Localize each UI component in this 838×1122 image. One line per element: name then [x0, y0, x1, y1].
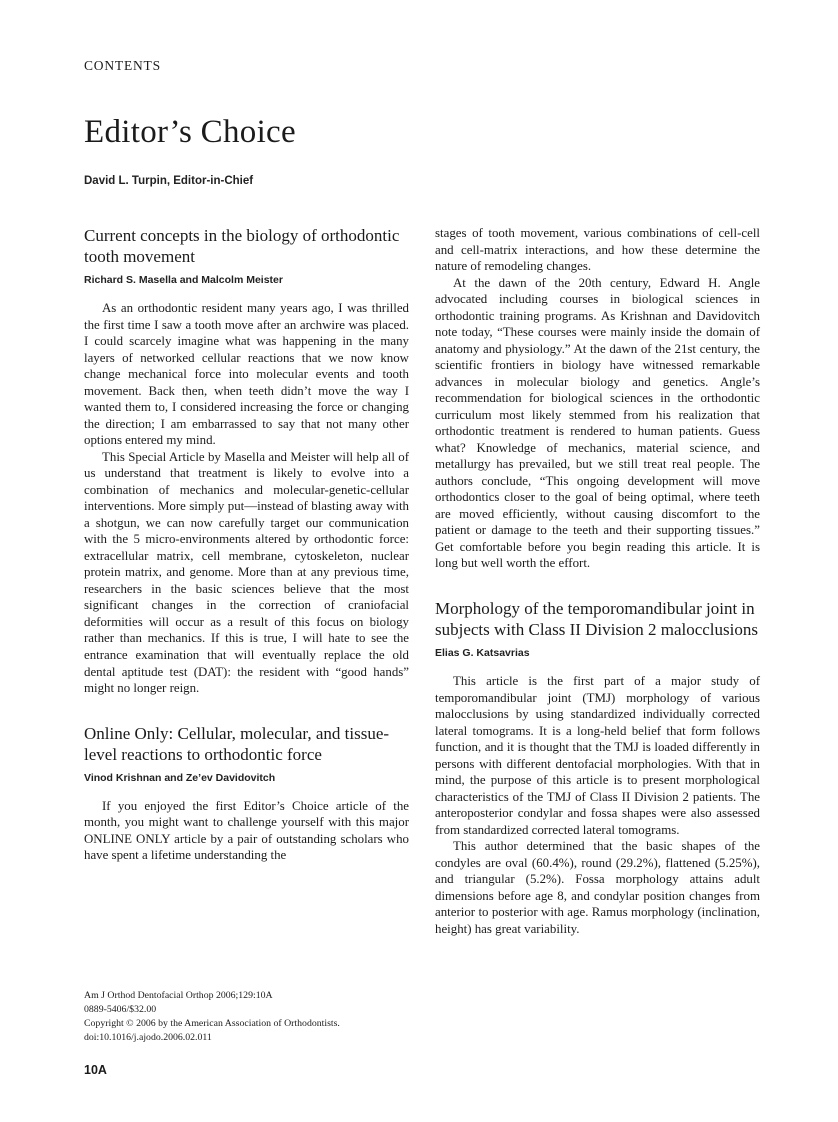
paragraph: This author determined that the basic shapes of the condyles are oval (60.4%), round (29.2%), flattened (5.25%), and triangular (5.2%). Fossa morphology attains adult dimensions before age 8, and condylar position changes from anterior to posterior with age. Ramus morphology (inclination, height) has great variability.: [435, 839, 760, 936]
article-biology-section: [84, 225, 409, 697]
journal-footnote: [84, 989, 409, 1047]
article-authors: Elias G. Katsavrias: [435, 646, 530, 659]
article-heading: Current concepts in the biology of orthodontic tooth movement: [84, 226, 400, 267]
right-column: [435, 225, 760, 1047]
footnote-issn-price: 0889-5406/$32.00: [84, 1004, 157, 1016]
paragraph: At the dawn of the 20th century, Edward H. Angle advocated including courses in biological sciences in orthodontic training programs. As Krishnan and Davidovitch note today, “These courses were mainly inside the domain of anatomy and physiology.” At the dawn of the 21st century, the scientific frontiers in biology have witnessed remarkable advances in molecular biology and genetics. Angle’s recommendation for biological sciences in the orthodontic curriculum most likely stemmed from his realization that orthodontic treatment is rendered to human patients. Guess what? Knowledge of mechanics, material science, and metallurgy has prevailed, but we still treat real people. The authors conclude, “This ongoing development will move orthodontics closer to the goal of being optimal, where teeth are moved efficiently, without causing discomfort to the patient or damage to the teeth and their supporting tissues.” Get comfortable before you begin reading this article. It is long but well worth the effort.: [435, 275, 760, 571]
paragraph: As an orthodontic resident many years ago, I was thrilled the first time I saw a tooth move after an archwire was placed. I could scarcely imagine what was happening in the many layers of networked cellular reactions that we now know change mechanical force into molecular events and tooth movement. Back then, when teeth didn’t move the way I wanted them to, I considered increasing the force or changing the direction; I am embarrassed to say that not many other options entered my mind.: [84, 301, 409, 448]
paragraph: If you enjoyed the first Editor’s Choice article of the month, you might want to challenge yourself with this major ONLINE ONLY article by a pair of outstanding scholars who have spent a lifetime understanding the: [84, 798, 409, 863]
page-title: Editor’s Choice: [84, 114, 296, 150]
footnote-doi: doi:10.1016/j.ajodo.2006.02.011: [84, 1032, 212, 1044]
footnote-citation: Am J Orthod Dentofacial Orthop 2006;129:10A: [84, 990, 273, 1002]
article-heading: Online Only: Cellular, molecular, and tissue-level reactions to orthodontic force: [84, 723, 390, 764]
paragraph: This article is the first part of a major study of temporomandibular joint (TMJ) morphology of various malocclusions by using standardized individually corrected lateral tomograms. It is a long-held belief that form follows function, and it is thought that the TMJ is loaded differently in persons with different dentofacial morphologies. With that in mind, the purpose of this article is to present morphological characteristics of the TMJ of Class II Division 2 patients. The anteroposterior condylar and fossa shapes were also assessed from standardized corrected lateral tomograms.: [435, 673, 760, 837]
two-column-layout: [84, 225, 760, 1047]
page-number: 10A: [84, 1063, 107, 1077]
article-authors: Vinod Krishnan and Ze’ev Davidovitch: [84, 771, 276, 784]
article-tmj-section: [435, 598, 760, 937]
article-online-only-continued: [435, 225, 760, 572]
article-online-only-section: [84, 723, 409, 864]
left-column: [84, 225, 409, 1047]
contents-label: CONTENTS: [84, 58, 161, 73]
paragraph-continuation: stages of tooth movement, various combinations of cell-cell and cell-matrix interactions, and how these determine the nature of remodeling changes.: [435, 226, 760, 274]
article-authors: Richard S. Masella and Malcolm Meister: [84, 274, 283, 287]
footnote-copyright: Copyright © 2006 by the American Association of Orthodontists.: [84, 1018, 340, 1030]
article-heading: Morphology of the temporomandibular joint in subjects with Class II Division 2 malocclusions: [435, 598, 758, 639]
editor-byline: David L. Turpin, Editor-in-Chief: [84, 175, 254, 187]
paragraph: This Special Article by Masella and Meister will help all of us understand that treatment is likely to evolve into a combination of mechanics and molecular-genetic-cellular interventions. More simply put—instead of blasting away with a shotgun, we can now carefully target our communication with the 5 micro-environments altered by orthodontic force: extracellular matrix, cell membrane, cytoskeleton, nuclear protein matrix, and genome. More than at any previous time, researchers in the basic sciences believe that the most significant changes in the correction of craniofacial deformities will occur as a result of this focus on biology rather than mechanics. If this is true, I will hate to see the entrance examination that will eventually replace the old dental aptitude test (DAT): the resident with “good hands” might no longer reign.: [84, 449, 409, 696]
